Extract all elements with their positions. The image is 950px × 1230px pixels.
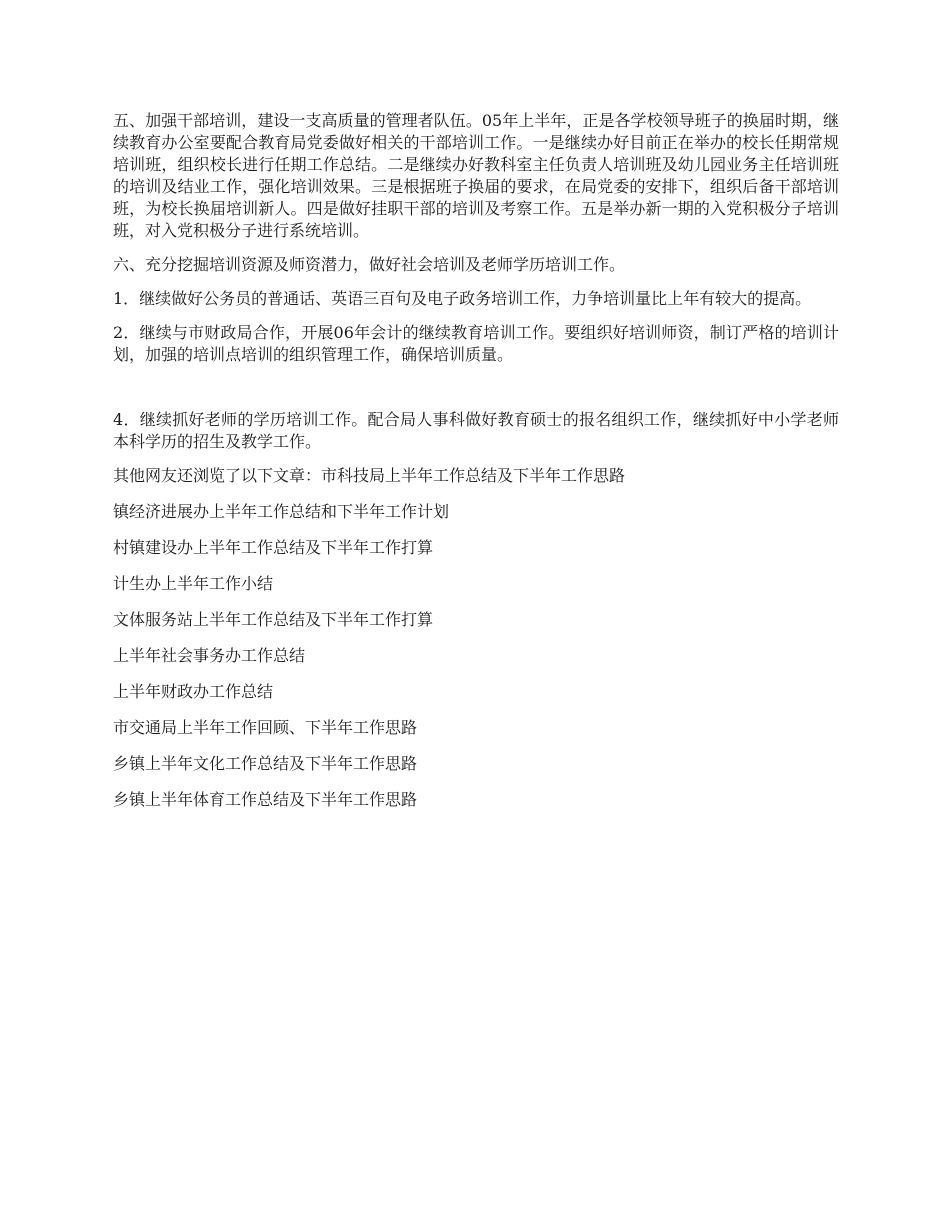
paragraph-training-resources: 六、充分挖掘培训资源及师资潜力，做好社会培训及老师学历培训工作。: [113, 255, 626, 274]
paragraph-item-2: 2．继续与市财政局合作，开展06年会计的继续教育培训工作。要组织好培训师资，制订严格的培训计划，加强的培训点培训的组织管理工作，确保培训质量。: [113, 323, 839, 364]
related-article-link[interactable]: 村镇建设办上半年工作总结及下半年工作打算: [113, 538, 434, 557]
related-articles-list: [113, 465, 839, 811]
paragraph-item-1: 1．继续做好公务员的普通话、英语三百句及电子政务培训工作，力争培训量比上年有较大的提高。: [113, 289, 812, 308]
related-article-link[interactable]: 乡镇上半年体育工作总结及下半年工作思路: [113, 790, 418, 809]
related-article-link[interactable]: 上半年财政办工作总结: [113, 682, 274, 701]
document-page: [113, 110, 839, 825]
related-article-link[interactable]: 文体服务站上半年工作总结及下半年工作打算: [113, 610, 434, 629]
paragraph-cadre-training: 五、加强干部培训，建设一支高质量的管理者队伍。05年上半年，正是各学校领导班子的换届时期，继续教育办公室要配合教育局党委做好相关的干部培训工作。一是继续办好目前正在举办的校长任期常规培训班，组织校长进行任期工作总结。二是继续办好教科室主任负责人培训班及幼儿园业务主任培训班的培训及结业工作，强化培训效果。三是根据班子换届的要求，在局党委的安排下，组织后备干部培训班，为校长换届培训新人。四是做好挂职干部的培训及考察工作。五是举办新一期的入党积极分子培训班，对入党积极分子进行系统培训。: [113, 111, 839, 240]
related-article-link[interactable]: 市交通局上半年工作回顾、下半年工作思路: [113, 718, 418, 737]
related-article-link[interactable]: 其他网友还浏览了以下文章：市科技局上半年工作总结及下半年工作思路: [113, 466, 626, 485]
related-article-link[interactable]: 计生办上半年工作小结: [113, 574, 274, 593]
paragraph-item-4: 4．继续抓好老师的学历培训工作。配合局人事科做好教育硕士的报名组织工作，继续抓好中小学老师本科学历的招生及教学工作。: [113, 410, 839, 451]
related-article-link[interactable]: 镇经济进展办上半年工作总结和下半年工作计划: [113, 502, 450, 521]
related-article-link[interactable]: 上半年社会事务办工作总结: [113, 646, 306, 665]
related-article-link[interactable]: 乡镇上半年文化工作总结及下半年工作思路: [113, 754, 418, 773]
